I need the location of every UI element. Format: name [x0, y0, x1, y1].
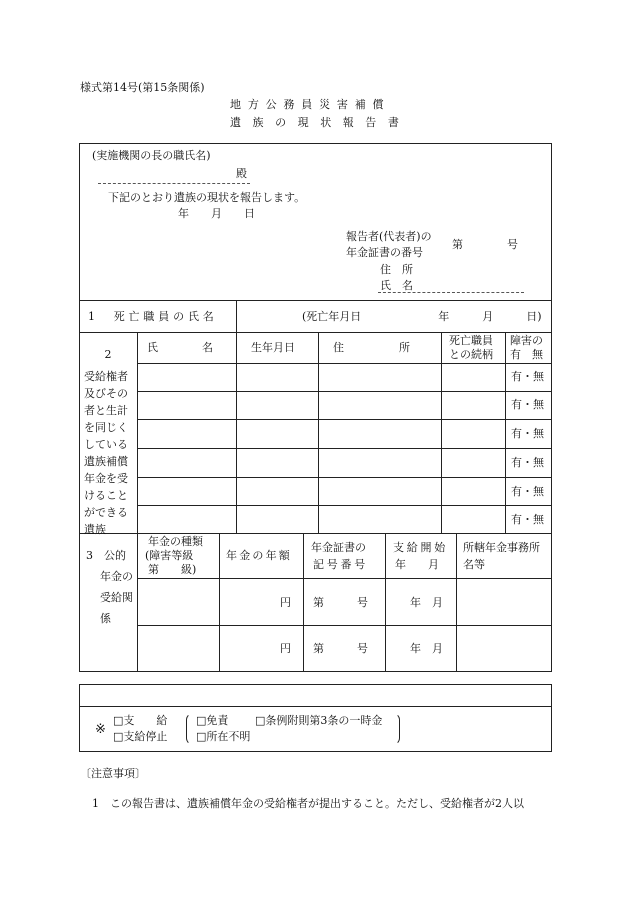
s2-row-line-5 — [137, 477, 552, 478]
s3-col-line-4 — [385, 533, 386, 672]
header-address: 住 所 — [333, 341, 410, 354]
s2-label-line: 及びその — [84, 387, 128, 400]
header-office-1: 所轄年金事務所 — [463, 541, 540, 554]
s3-label-line: 年金の — [100, 570, 133, 583]
section2-number: 2 — [104, 348, 112, 361]
header-cert-number-1: 年金証書の — [311, 541, 366, 554]
notes-heading: 〔注意事項〕 — [80, 767, 146, 780]
disability-choice: 有・無 — [511, 513, 544, 526]
disability-choice: 有・無 — [511, 398, 544, 411]
header-name: 氏 名 — [147, 341, 213, 354]
row1-divider — [236, 300, 237, 332]
cert-number-value: 第 号 — [313, 642, 368, 655]
s2-label-line: 遺族補償 — [84, 455, 128, 468]
s2-label-line: 遺族 — [84, 523, 106, 536]
office-use-mark: ※ — [95, 722, 106, 737]
s3-row-line-2 — [137, 625, 552, 626]
disability-choice: 有・無 — [511, 456, 544, 469]
header-start-1: 支給開始 — [393, 541, 448, 554]
pay-checkbox[interactable]: □支 給 — [113, 714, 168, 727]
address-label: 住 所 — [380, 263, 413, 276]
s3-col-line-2 — [219, 533, 220, 672]
report-date: 年 月 日 — [178, 207, 255, 220]
name-dotted-line — [378, 292, 524, 293]
death-date-label: (死亡年月日 年 月 日) — [302, 310, 542, 323]
form-number: 様式第14号(第15条関係) — [80, 81, 205, 94]
addressee-label: (実施機関の長の職氏名) — [92, 149, 211, 162]
office-use-divider — [79, 706, 552, 707]
s2-row-line-1 — [137, 363, 552, 364]
header-relation-2: との続柄 — [449, 348, 493, 361]
header-disability-2: 有 無 — [510, 348, 543, 361]
s2-label-line: けること — [84, 489, 128, 502]
s2-bottom-line — [79, 533, 552, 534]
addressee-dotted-line — [98, 183, 250, 184]
header-disability-1: 障害の — [510, 334, 543, 347]
header-pension-type-3: 第 級) — [148, 563, 197, 576]
header-start-2: 年 月 — [395, 558, 439, 571]
honorific-text: 殿 — [236, 167, 247, 180]
deceased-name-label: 1 死亡職員の氏名 — [88, 310, 218, 323]
section2-side-label — [84, 368, 128, 538]
main-form-box — [79, 143, 552, 672]
cert-number-value: 第 号 — [313, 596, 368, 609]
s3-label-line: 受給関 — [100, 591, 133, 604]
s2-row-line-4 — [137, 448, 552, 449]
disability-choice: 有・無 — [511, 427, 544, 440]
s2-label-line: している — [84, 438, 128, 451]
start-ym-value: 年 月 — [410, 596, 443, 609]
annual-amount-yen: 円 — [280, 642, 291, 655]
s2-label-line: 年金を受 — [84, 472, 128, 485]
notes-item-1: 1 この報告書は、遺族補償年金の受給権者が提出すること。ただし、受給権者が2人以 — [92, 797, 524, 810]
disability-choice: 有・無 — [511, 370, 544, 383]
s2-row-line-6 — [137, 505, 552, 506]
start-ym-value: 年 月 — [410, 642, 443, 655]
reporter-label-2: 年金証書の番号 — [346, 246, 423, 259]
s2-label-line: 受給権者 — [84, 370, 128, 383]
section3-side-label — [86, 545, 133, 629]
header-pension-type-2: (障害等級 — [145, 549, 194, 562]
supplement-checkbox[interactable]: □条例附則第3条の一時金 — [255, 714, 383, 727]
form-title-line2: 遺族の現状報告書 — [230, 116, 411, 129]
s3-col-line-5 — [456, 533, 457, 672]
s2-label-line: 者と生計 — [84, 404, 128, 417]
s3-label-line: 3 公的 — [86, 549, 126, 562]
s2-row-line-2 — [137, 391, 552, 392]
disability-choice: 有・無 — [511, 485, 544, 498]
stop-checkbox[interactable]: □支給停止 — [113, 730, 168, 743]
header-office-2: 名等 — [463, 558, 485, 571]
name-label: 氏 名 — [380, 279, 413, 292]
header-cert-number-2: 記号番号 — [313, 558, 368, 571]
s2-row-line-3 — [137, 419, 552, 420]
row1-bottom-line — [79, 332, 552, 333]
exempt-checkbox[interactable]: □免責 — [196, 714, 229, 727]
form-title-line1: 地方公務員災害補償 — [230, 98, 391, 111]
s3-row-line-1 — [137, 578, 552, 579]
s3-label-line: 係 — [100, 612, 111, 625]
annual-amount-yen: 円 — [280, 596, 291, 609]
s2-label-line: ができる — [84, 506, 128, 519]
certificate-number: 第 号 — [452, 238, 518, 251]
report-sentence: 下記のとおり遺族の現状を報告します。 — [108, 191, 306, 204]
s3-col-line-3 — [303, 533, 304, 672]
reporter-label-1: 報告者(代表者)の — [346, 230, 432, 243]
row1-top-line — [79, 300, 552, 301]
header-annual-amount: 年金の年額 — [226, 549, 292, 562]
header-relation-1: 死亡職員 — [449, 334, 493, 347]
unknown-checkbox[interactable]: □所在不明 — [196, 730, 251, 743]
s3-col-line-1 — [137, 533, 138, 672]
header-pension-type-1: 年金の種類 — [148, 535, 203, 548]
header-birth: 生年月日 — [251, 341, 295, 354]
s2-label-line: を同じく — [84, 421, 128, 434]
